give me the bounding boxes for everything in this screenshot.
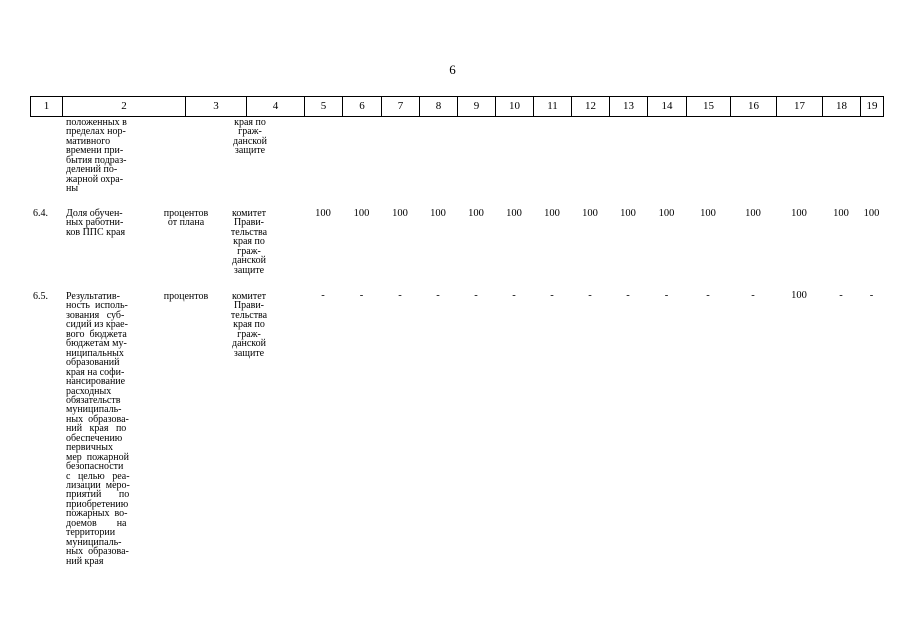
name-line: Результатив- <box>66 291 120 302</box>
name-line: лизации меро- <box>66 480 130 491</box>
executor-line: данской <box>231 255 267 267</box>
name-line: нансирование <box>66 376 126 388</box>
value-cell: - <box>751 290 755 301</box>
name-line: территории <box>66 527 116 539</box>
name-line: мер пожарной <box>66 451 129 463</box>
row-number: 6.4. <box>33 208 48 219</box>
header-cell: 1 <box>31 97 63 116</box>
value-cell: - <box>398 290 402 301</box>
value-cell: 100 <box>658 208 675 219</box>
name-line: ний края <box>66 555 104 567</box>
executor-line: защите <box>233 264 265 276</box>
value-cell: - <box>706 290 710 301</box>
name-line: бюджетам му- <box>66 338 127 350</box>
executor-line: защите <box>233 347 265 359</box>
name-line: пределах нор- <box>66 126 126 138</box>
header-cell: 10 <box>496 97 534 116</box>
header-cell: 19 <box>861 97 884 116</box>
unit-line: от плана <box>167 217 205 229</box>
value-cell: - <box>839 290 843 301</box>
unit-line: процентов <box>163 208 209 219</box>
value-cell: - <box>664 290 669 301</box>
value-cell: - <box>436 290 440 301</box>
value-cell: 100 <box>468 208 484 219</box>
value-cell: 100 <box>745 208 761 219</box>
executor-line: тельства <box>230 226 268 238</box>
value-cell: - <box>869 290 874 301</box>
header-cell: 5 <box>305 97 343 116</box>
executor-line: края по <box>233 319 265 331</box>
executor-line: края по <box>233 236 265 248</box>
header-cell: 3 <box>186 97 247 116</box>
name-line: ность исполь- <box>66 300 128 312</box>
unit-line: процентов <box>163 291 209 302</box>
name-line: приобретению <box>66 498 129 510</box>
name-line: края на софи- <box>66 366 125 378</box>
executor-line: комитет <box>231 291 267 302</box>
name-line: пожарных во- <box>66 508 128 520</box>
name-line: жарной охра- <box>66 173 124 185</box>
name-line: мативного <box>66 135 111 147</box>
name-line: Доля обучен- <box>66 208 123 219</box>
name-line: времени при- <box>66 145 124 157</box>
name-line: муниципаль- <box>66 404 122 416</box>
value-cell: 100 <box>620 208 636 219</box>
value-cell: - <box>359 290 364 301</box>
value-cell: 100 <box>833 208 849 219</box>
name-line: бытия подраз- <box>66 154 127 166</box>
value-cell: - <box>626 290 630 301</box>
header-cell: 11 <box>534 97 572 116</box>
name-line: ных образова- <box>66 546 129 558</box>
value-cell: 100 <box>863 208 880 219</box>
name-line: образований <box>66 357 120 369</box>
header-cell: 7 <box>382 97 420 116</box>
value-cell: 100 <box>430 208 446 219</box>
name-line: ных работни- <box>66 217 124 229</box>
executor-line: граж- <box>238 126 262 138</box>
executor-line: тельства <box>230 309 268 321</box>
name-line: делений по- <box>66 164 118 176</box>
name-line: сидий из краe- <box>66 319 128 331</box>
executor-line: данской <box>232 135 268 147</box>
value-cell: 100 <box>544 208 560 219</box>
name-line: положенных в <box>66 117 127 128</box>
value-cell: 100 <box>315 208 331 219</box>
name-line: ны <box>66 183 79 195</box>
header-cell: 14 <box>648 97 687 116</box>
executor-line: комитет <box>231 208 267 219</box>
value-cell: 100 <box>506 208 522 219</box>
executor-line: Прави- <box>233 217 265 229</box>
table-header <box>30 96 884 117</box>
header-cell: 18 <box>823 97 861 116</box>
name-line: ниципальных <box>66 347 124 359</box>
header-cell: 9 <box>458 97 496 116</box>
value-cell: 100 <box>353 208 370 219</box>
executor-line: края по <box>234 117 266 128</box>
name-line: зования суб- <box>66 309 125 321</box>
name-line: ний края по <box>66 423 127 435</box>
header-cell: 2 <box>63 97 186 116</box>
executor-line: данской <box>231 338 267 350</box>
name-line: доемов на <box>66 517 127 529</box>
value-cell: - <box>474 290 478 301</box>
name-line: обеспечению <box>66 432 123 444</box>
name-line: первичных <box>66 442 113 454</box>
name-line: обязательств <box>66 394 121 406</box>
name-line: приятий по <box>66 489 130 501</box>
value-cell: - <box>512 290 516 301</box>
value-cell: 100 <box>791 208 807 219</box>
header-cell: 12 <box>572 97 610 116</box>
header-cell: 4 <box>247 97 305 116</box>
page-number: 6 <box>449 62 456 77</box>
header-cell: 16 <box>731 97 777 116</box>
name-line: вого бюджета <box>66 328 127 340</box>
name-line: безопасности <box>66 461 124 473</box>
name-line: муниципаль- <box>66 536 122 548</box>
value-cell: - <box>550 290 554 301</box>
executor-line: Прави- <box>233 300 265 312</box>
name-line: ков ППС края <box>66 226 126 238</box>
executor-line: граж- <box>237 245 261 257</box>
value-cell: - <box>588 290 592 301</box>
value-cell: 100 <box>392 208 408 219</box>
header-cell: 17 <box>777 97 823 116</box>
executor-line: защите <box>234 145 266 157</box>
header-cell: 15 <box>687 97 731 116</box>
name-line: ных образова- <box>66 413 129 425</box>
name-line: расходных <box>66 385 112 397</box>
value-cell: 100 <box>791 290 807 301</box>
value-cell: - <box>321 290 325 301</box>
header-cell: 8 <box>420 97 458 116</box>
executor-line: граж- <box>237 328 261 340</box>
header-cell: 13 <box>610 97 648 116</box>
header-cell: 6 <box>343 97 382 116</box>
name-line: с целью реа- <box>66 470 130 482</box>
row-number: 6.5. <box>33 291 48 302</box>
value-cell: 100 <box>582 208 598 219</box>
value-cell: 100 <box>700 208 716 219</box>
